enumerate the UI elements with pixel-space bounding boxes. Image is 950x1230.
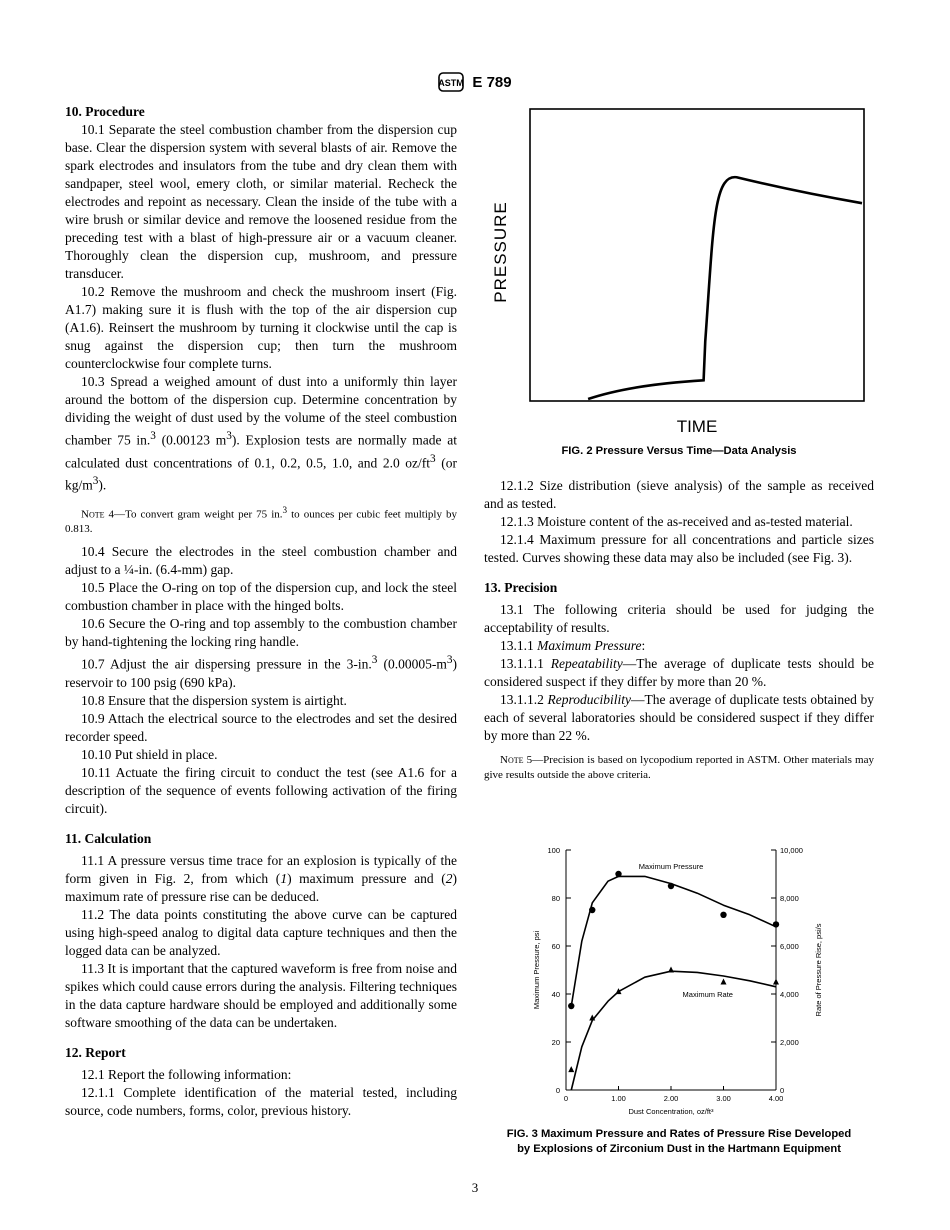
standard-number: E 789 xyxy=(472,73,512,91)
note-4: Note 4—To convert gram weight per 75 in.$^3$ to ounces per cubic feet multiply by 0.813. xyxy=(65,504,458,536)
para-10-2: 10.2 Remove the mushroom and check the mushroom insert (Fig. A1.7) making sure it is flush with the top of the air dispersion cup (A1.6). Reinsert the mushroom by turning it clockwise until the cap is snug against the dispersion cup; then turn the mushroom counterclockwise four complete turns. xyxy=(65,284,457,371)
figure-2 xyxy=(484,104,874,459)
fig3-max-pressure-point xyxy=(720,912,726,918)
para-12-1-1: 12.1.1 Complete identification of the material tested, including source, code numbers, forms, color, previous history. xyxy=(65,1084,457,1118)
para-13-1-1-1: 13.1.1.1 Repeatability—The average of duplicate tests should be considered suspect if they differ by more than 20 %. xyxy=(484,656,874,689)
fig2-caption: FIG. 2 Pressure Versus Time—Data Analysis xyxy=(561,445,797,457)
para-10-9: 10.9 Attach the electrical source to the electrodes and set the desired recorder speed. xyxy=(65,710,457,744)
fig3-y2tick-label: 10,000 xyxy=(780,846,803,855)
fig3-caption xyxy=(484,1127,874,1157)
fig3-xlabel: Dust Concentration, oz/ft³ xyxy=(628,1107,714,1116)
para-10-8: 10.8 Ensure that the dispersion system is airtight. xyxy=(81,692,347,708)
fig3-ytick-label: 80 xyxy=(551,894,560,903)
pressure-time-chart xyxy=(484,104,874,439)
para-13-1-1: 13.1.1 Maximum Pressure: xyxy=(500,638,646,653)
fig3-ytick-label: 60 xyxy=(551,942,560,951)
para-10-10: 10.10 Put shield in place. xyxy=(81,746,218,762)
para-10-6: 10.6 Secure the O-ring and top assembly to the combustion chamber by hand-tightening the locking ring handle. xyxy=(65,616,457,650)
fig2-ylabel: PRESSURE xyxy=(491,201,510,303)
fig3-max-rate-point xyxy=(568,1066,574,1072)
fig2-xlabel: TIME xyxy=(676,417,718,436)
fig2-frame xyxy=(530,109,864,401)
fig3-ytick-label: 40 xyxy=(551,990,560,999)
para-10-11: 10.11 Actuate the firing circuit to conduct the test (see A1.6 for a description of the sequence of events following activation of the firing circuit). xyxy=(65,764,457,816)
fig3-xtick-label: 0 xyxy=(563,1094,569,1103)
fig3-y2tick-label: 2,000 xyxy=(780,1038,799,1047)
right-column xyxy=(484,477,874,789)
para-10-3: 10.3 Spread a weighed amount of dust into a uniformly thin layer around the bottom of the dispersion cup. Determine concentration by dividing the weight of dust used by the volume of the steel combustion chamber 75 in.$^3$ (0.00123 $m^3$). Explosion tests are normally made at calculated dust concentrations of 0.1, 0.2, 0.5, 1.0, and 2.0 $oz/ft^3$ (or $kg/m^3$). xyxy=(65,374,457,493)
para-12-1-2: 12.1.2 Size distribution (sieve analysis) of the sample as received and as tested. xyxy=(484,478,874,511)
fig3-max-rate-point xyxy=(773,979,779,985)
zirconium-dust-chart xyxy=(484,842,874,1122)
fig3-max-pressure-point xyxy=(615,871,621,877)
section-10-title: 10. Procedure xyxy=(65,104,145,119)
fig3-series1-label: Maximum Pressure xyxy=(638,862,704,872)
fig2-pressure-trace xyxy=(588,177,862,399)
fig3-ytick-label: 100 xyxy=(547,846,560,855)
fig3-series2-label: Maximum Rate xyxy=(682,990,733,999)
fig3-xtick-label: 3.00 xyxy=(716,1094,731,1103)
fig3-ytick-label: 0 xyxy=(555,1086,560,1095)
fig3-max-pressure-curve xyxy=(571,876,776,1006)
para-12-1: 12.1 Report the following information: xyxy=(81,1066,292,1082)
para-11-1: 11.1 A pressure versus time trace for an explosion is typically of the form given in Fig. 2, from which (1) maximum pressure and (2) maximum rate of pressure rise can be deduced. xyxy=(65,852,457,904)
left-column xyxy=(65,103,457,1120)
fig3-max-pressure-point xyxy=(568,1003,574,1009)
fig3-caption-line1: FIG. 3 Maximum Pressure and Rates of Pressure Rise Developed xyxy=(506,1128,852,1140)
para-10-4: 10.4 Secure the electrodes in the steel combustion chamber and adjust to a ¼-in. (6.4-mm) gap. xyxy=(65,544,457,578)
fig3-y2tick-label: 0 xyxy=(780,1086,785,1095)
para-11-3: 11.3 It is important that the captured waveform is free from noise and spikes which could cause errors during the analysis. Filtering techniques in the data capture hardware should be employed and additionally some software smoothing of the data can be undertaken. xyxy=(65,960,457,1030)
para-10-1: 10.1 Separate the steel combustion chamber from the dispersion cup base. Clear the dispersion system with several blasts of air. Remove the spark electrodes and insulators from the tube and dry clean them with sandpaper, steel wool, emery cloth, or similar material. Recheck the electrodes and repoint as necessary. Clean the inside of the tube with a wire brush or similar device and remove the loosened residue from the preceding test with a blast of high-pressure air or a vacuum cleaner. Thoroughly clean the dispersion cup, mushroom, and pressure transducer. xyxy=(65,122,457,281)
note-5: Note 5—Precision is based on lycopodium reported in ASTM. Other materials may give results outside the above criteria. xyxy=(484,754,874,781)
section-11-title: 11. Calculation xyxy=(65,830,152,846)
para-12-1-3: 12.1.3 Moisture content of the as-received and as-tested material. xyxy=(500,514,853,529)
page-header xyxy=(0,72,950,92)
svg-text:ASTM: ASTM xyxy=(438,78,465,88)
para-11-2: 11.2 The data points constituting the above curve can be captured using high-speed analog to digital data capture techniques and then the logged data can be analyzed. xyxy=(65,906,457,958)
fig3-caption-line2: by Explosions of Zirconium Dust in the Hartmann Equipment xyxy=(517,1143,841,1155)
fig3-y2label: Rate of Pressure Rise, psi/s xyxy=(814,923,823,1017)
fig3-max-pressure-point xyxy=(668,883,674,889)
fig3-ytick-label: 20 xyxy=(551,1038,560,1047)
fig3-y2tick-label: 6,000 xyxy=(780,942,799,951)
fig3-max-pressure-point xyxy=(773,921,779,927)
para-10-5: 10.5 Place the O-ring on top of the dispersion cup, and lock the steel combustion chamber in place with the hinged bolts. xyxy=(65,580,457,614)
fig3-y2tick-label: 8,000 xyxy=(780,894,799,903)
fig3-xtick-label: 4.00 xyxy=(768,1094,784,1103)
fig3-xtick-label: 2.00 xyxy=(663,1094,679,1103)
figure-3 xyxy=(484,842,874,1157)
para-13-1: 13.1 The following criteria should be used for judging the acceptability of results. xyxy=(484,602,874,635)
fig3-y2tick-label: 4,000 xyxy=(780,990,799,999)
fig3-max-rate-point xyxy=(721,979,727,985)
section-13-title: 13. Precision xyxy=(484,580,558,595)
fig3-max-pressure-point xyxy=(589,907,595,913)
page-number: 3 xyxy=(471,1180,479,1195)
fig3-max-rate-point xyxy=(668,967,674,973)
astm-logo-icon xyxy=(438,72,464,92)
fig3-max-rate-curve xyxy=(571,971,776,1090)
section-12-title: 12. Report xyxy=(65,1044,126,1060)
para-13-1-1-2: 13.1.1.2 Reproducibility—The average of duplicate tests obtained by each of several laboratories should be considered suspect if they differ by more than 22 %. xyxy=(484,692,874,743)
fig3-xtick-label: 1.00 xyxy=(611,1094,626,1103)
para-10-7: 10.7 Adjust the air dispersing pressure in the 3-in.$^3$ $(0.00005-m^3)$ reservoir to 100 psig (690 kPa). xyxy=(65,654,457,690)
fig3-ylabel: Maximum Pressure, psi xyxy=(532,930,541,1010)
para-12-1-4: 12.1.4 Maximum pressure for all concentrations and particle sizes tested. Curves showing these data may also be included (see Fig. 3). xyxy=(484,532,874,565)
